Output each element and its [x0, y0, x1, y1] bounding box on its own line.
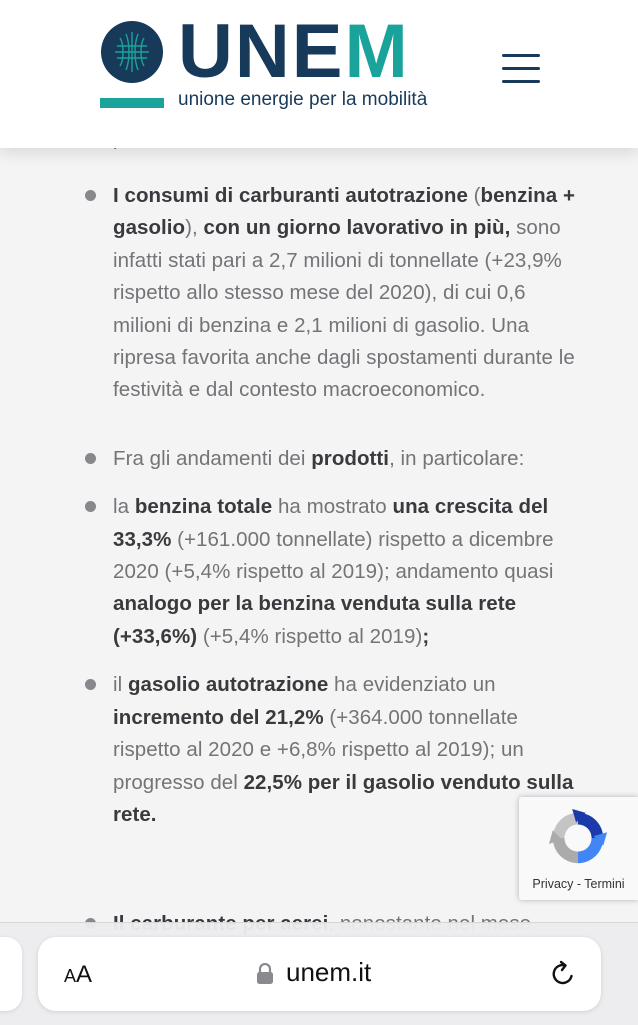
logo-emblem-icon: [100, 20, 164, 84]
text-size-button[interactable]: AA: [64, 961, 93, 988]
bullet-list: [0, 180, 638, 831]
list-item: il gasolio autotrazione ha evidenziato un incremento del 21,2% (+364.000 tonnellate rispetto al 2020 e +6,8% rispetto al 2019); un progresso del 22,5% per il gasolio venduto sulla rete.: [0, 669, 638, 831]
url-text[interactable]: unem.it: [286, 957, 372, 987]
logo-tagline: unione energie per la mobilità: [178, 89, 428, 110]
list-item: Fra gli andamenti dei prodotti, in particolare:: [0, 443, 638, 475]
address-bar[interactable]: [38, 937, 601, 1011]
recaptcha-icon: [547, 807, 609, 869]
site-header: [0, 0, 638, 148]
list-item: I consumi di carburanti autotrazione (benzina + gasolio), con un giorno lavorativo in più, sono infatti stati pari a 2,7 milioni di tonnellate (+23,9% rispetto allo stesso mese del 2020), di cui 0,6 milioni di benzina e 2,1 milioni di gasolio. Una ripresa favorita anche dagli spostamenti durante le festività e dal contesto macroeconomico.: [0, 180, 638, 407]
logo-wordmark: UNEM: [178, 9, 410, 94]
list-item: la benzina totale ha mostrato una crescita del 33,3% (+161.000 tonnellate) rispetto a dicembre 2020 (+5,4% rispetto al 2019); andamento quasi analogo per la benzina venduta sulla rete (+33,6%) (+5,4% rispetto al 2019);: [0, 491, 638, 653]
recaptcha-links[interactable]: Privacy - Termini: [532, 877, 625, 891]
browser-toolbar: [0, 922, 638, 1025]
lock-icon: [256, 963, 274, 985]
unem-logo[interactable]: [100, 9, 442, 116]
recaptcha-badge[interactable]: [519, 797, 638, 900]
hamburger-menu-icon[interactable]: [502, 54, 540, 84]
reload-icon[interactable]: [549, 960, 577, 988]
previous-tab-card[interactable]: [0, 937, 22, 1011]
logo-underline: [100, 98, 164, 108]
